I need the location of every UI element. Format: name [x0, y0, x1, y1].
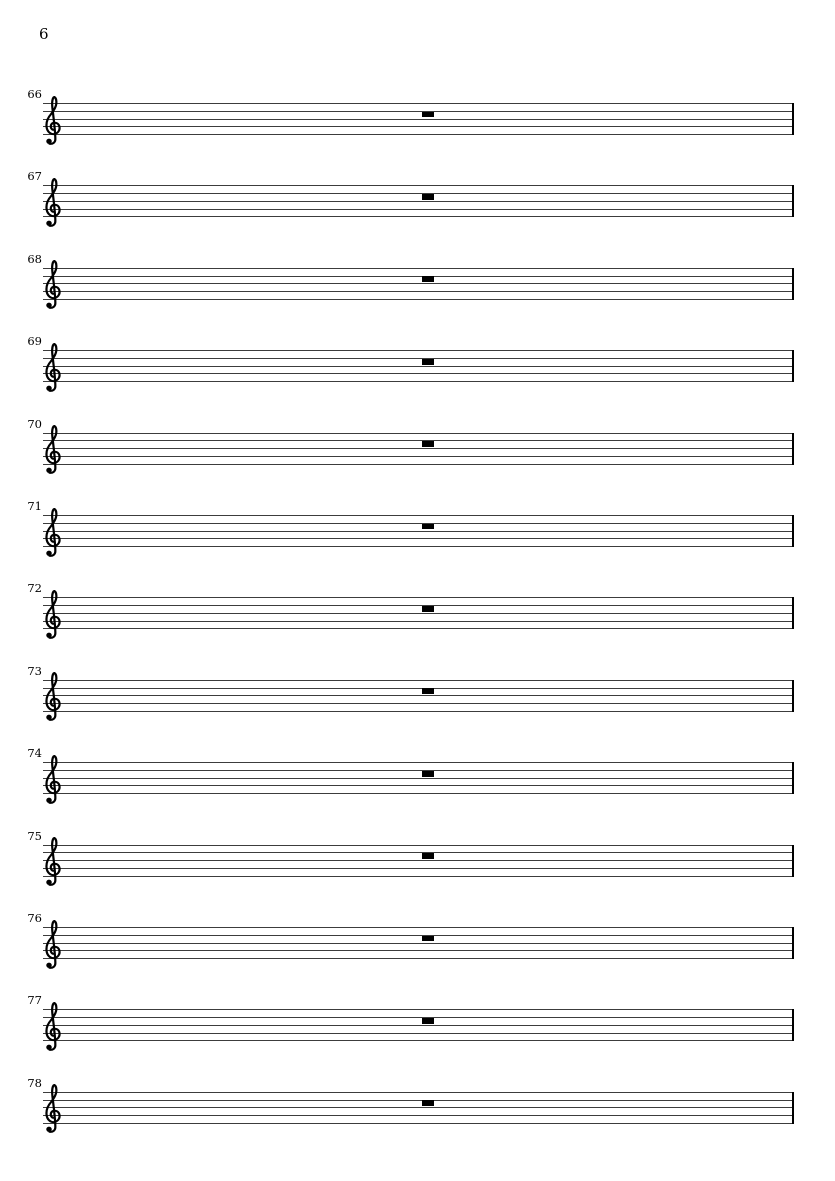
measure-number: 76 — [27, 911, 42, 925]
staff-line — [43, 927, 794, 928]
measure-number: 68 — [27, 251, 42, 266]
end-barline-icon — [792, 1009, 794, 1041]
treble-clef-icon — [44, 425, 63, 475]
staff-line — [43, 276, 794, 277]
treble-clef-icon — [44, 1084, 63, 1134]
end-barline-icon — [792, 927, 794, 959]
staff-line — [43, 216, 794, 217]
staff-line — [43, 119, 794, 120]
end-barline-icon — [792, 597, 794, 629]
staff-line — [43, 201, 794, 202]
staff-line — [43, 440, 794, 441]
staff-line — [43, 1009, 794, 1010]
end-barline-icon — [792, 1092, 794, 1124]
measure-number: 70 — [27, 416, 42, 431]
staff-line — [43, 1123, 794, 1124]
measure-number: 73 — [27, 663, 42, 678]
treble-clef-icon — [44, 96, 63, 146]
staff-line — [43, 785, 794, 786]
staff-line — [43, 876, 794, 877]
end-barline-icon — [792, 103, 794, 135]
end-barline-icon — [792, 845, 794, 877]
treble-clef-icon — [44, 837, 63, 887]
staff-line — [43, 515, 794, 516]
staff-line — [43, 680, 794, 681]
staff-line — [43, 703, 794, 704]
whole-rest — [422, 688, 434, 694]
measure-number: 74 — [27, 746, 42, 761]
staff-system — [27, 993, 794, 1041]
staff-line — [43, 1040, 794, 1041]
whole-rest — [422, 936, 434, 942]
staff-line — [43, 291, 794, 292]
end-barline-icon — [792, 433, 794, 465]
treble-clef-icon — [44, 590, 63, 640]
staff-line — [43, 852, 794, 853]
whole-rest — [422, 1018, 434, 1024]
staff-line — [43, 546, 794, 547]
staff-line — [43, 958, 794, 959]
staff-line — [43, 943, 794, 944]
whole-rest — [422, 194, 434, 200]
end-barline-icon — [792, 350, 794, 382]
staff-line — [43, 1100, 794, 1101]
measure-number: 72 — [27, 581, 42, 596]
staff-line — [43, 538, 794, 539]
staff-line — [43, 1017, 794, 1018]
whole-rest — [422, 853, 434, 859]
staff-line — [43, 950, 794, 951]
whole-rest — [422, 441, 434, 447]
staff-system — [27, 663, 794, 712]
staff-line — [43, 373, 794, 374]
measure-number: 77 — [27, 993, 42, 1008]
staff-line — [43, 770, 794, 771]
whole-rest — [422, 359, 434, 365]
staff-system — [27, 911, 794, 959]
staff-line — [43, 456, 794, 457]
staff-line — [43, 433, 794, 434]
staff-line — [43, 103, 794, 104]
staff-line — [43, 268, 794, 269]
end-barline-icon — [792, 680, 794, 712]
staff-system — [27, 499, 794, 547]
measure-number: 75 — [27, 828, 42, 843]
treble-clef-icon — [44, 178, 63, 228]
staff-line — [43, 621, 794, 622]
whole-rest — [422, 1100, 434, 1106]
treble-clef-icon — [44, 920, 63, 970]
whole-rest — [422, 276, 434, 282]
treble-clef-icon — [44, 1002, 63, 1052]
staff-line — [43, 597, 794, 598]
staff-line — [43, 358, 794, 359]
staff-line — [43, 605, 794, 606]
staff-system — [27, 828, 794, 877]
staff-line — [43, 845, 794, 846]
treble-clef-icon — [44, 260, 63, 310]
staff-line — [43, 366, 794, 367]
treble-clef-icon — [44, 755, 63, 805]
staff-system — [27, 746, 794, 794]
staff-line — [43, 695, 794, 696]
staff-line — [43, 1025, 794, 1026]
measure-number: 67 — [27, 169, 42, 184]
staff-line — [43, 860, 794, 861]
end-barline-icon — [792, 515, 794, 547]
staff-system — [27, 416, 794, 465]
treble-clef-icon — [44, 508, 63, 558]
staff-line — [43, 935, 794, 936]
staff-line — [43, 185, 794, 186]
staff-line — [43, 688, 794, 689]
staff-line — [43, 350, 794, 351]
whole-rest — [422, 112, 434, 118]
staff-system — [27, 87, 794, 135]
staff-line — [43, 134, 794, 135]
treble-clef-icon — [44, 343, 63, 393]
staff-line — [43, 628, 794, 629]
measure-number: 71 — [27, 499, 42, 513]
treble-clef-icon — [44, 672, 63, 722]
staff-system — [27, 169, 794, 217]
staff-line — [43, 299, 794, 300]
staff-line — [43, 613, 794, 614]
staff-system — [27, 1075, 794, 1124]
end-barline-icon — [792, 185, 794, 217]
staff-system — [27, 334, 794, 382]
staff-line — [43, 111, 794, 112]
staff-line — [43, 711, 794, 712]
end-barline-icon — [792, 268, 794, 300]
measure-number: 66 — [27, 87, 42, 101]
staff-line — [43, 523, 794, 524]
staff-line — [43, 209, 794, 210]
staff-line — [43, 381, 794, 382]
staff-line — [43, 778, 794, 779]
staff-line — [43, 193, 794, 194]
staff-line — [43, 1107, 794, 1108]
end-barline-icon — [792, 762, 794, 794]
staff-line — [43, 1115, 794, 1116]
staff-line — [43, 283, 794, 284]
whole-rest — [422, 606, 434, 612]
staff-line — [43, 793, 794, 794]
staff-line — [43, 448, 794, 449]
staff-line — [43, 1092, 794, 1093]
staff-line — [43, 464, 794, 465]
staff-line — [43, 126, 794, 127]
staff-line — [43, 1033, 794, 1034]
staff-line — [43, 531, 794, 532]
staff-line — [43, 868, 794, 869]
staff-system — [27, 581, 794, 629]
measure-number: 78 — [27, 1075, 42, 1090]
staff-system — [27, 251, 794, 300]
whole-rest — [422, 524, 434, 530]
staff-line — [43, 762, 794, 763]
measure-number: 69 — [27, 334, 42, 349]
whole-rest — [422, 771, 434, 777]
page-number: 6 — [39, 25, 49, 43]
